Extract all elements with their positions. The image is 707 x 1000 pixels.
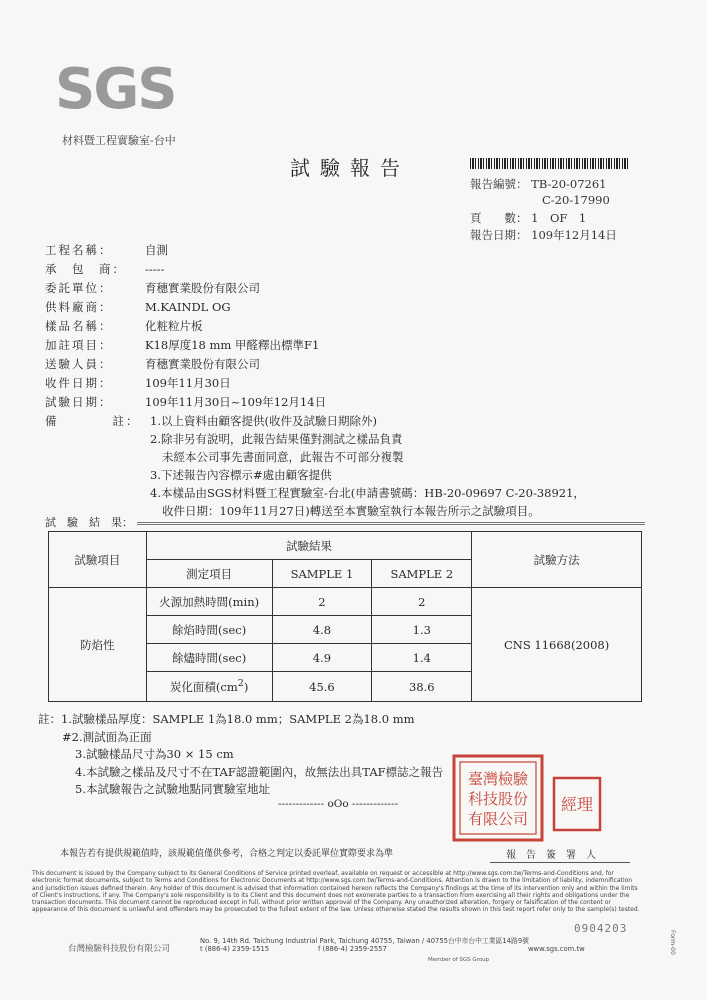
footer-fax: f (886-4) 2359-2557 [318,945,387,953]
measure-cell: 炭化面積$(cm^2)$ [146,672,272,702]
remark-line: 2.除非另有說明，此報告結果僅對測試之樣品負責 [150,432,403,446]
results-label: 試 驗 結 果： [45,514,137,530]
info-row: 供料廠商： M.KAINDL OG [45,300,231,314]
footer-web: www.sgs.com.tw [528,945,585,953]
header-test-method: 試驗方法 [472,532,642,588]
sample-2-cell: 1.4 [372,644,472,672]
page-row [470,210,586,226]
remark-line: 3.下述報告內容標示#處由顧客提供 [150,468,332,482]
date-label: 報告日期： [470,228,528,242]
barcode [470,158,630,169]
header-sample-2: SAMPLE 2 [372,560,472,588]
serial-number: 0904203 [574,922,628,935]
sample-2-cell: 38.6 [372,672,472,702]
signer-label: 報 告 簽 署 人 [506,850,596,861]
bottom-note: 本報告若有提供規範值時，該規範值僅供參考，合格之判定以委託單位實際要求為準 [60,849,394,859]
table-header-row [49,532,642,560]
remark-line: 4.本樣品由SGS材料暨工程實驗室-台北(申請書號碼：HB-20-09697 C-20-38921， [150,486,585,500]
header-test-result: 試驗結果 [146,532,471,560]
sgs-logo: SGS [55,57,176,122]
side-form-code: Form-00 [669,930,676,955]
report-number-1: TB-20-07261 [531,177,607,191]
header-test-item: 試驗項目 [49,532,147,588]
report-title: 試驗報告 [290,156,410,180]
seal-line: 有限公司 [467,810,529,828]
date-value: 109年12月14日 [531,228,617,242]
seal-line: 臺灣檢驗 [467,770,529,788]
footnote: #2.測試面為正面 [62,730,152,744]
sample-1-cell: 4.8 [272,616,372,644]
measure-cell: 餘燼時間(sec) [146,644,272,672]
remark-line: 未經本公司事先書面同意，此報告不可部分複製 [162,450,404,464]
measure-cell: 火源加熱時間(min) [146,588,272,616]
remark-line: 1.以上資料由顧客提供(收件及試驗日期除外) [150,414,377,428]
header-sample-1: SAMPLE 1 [272,560,372,588]
info-row: 工程名稱： 自測 [45,243,168,257]
report-number-2: C-20-17990 [542,193,610,207]
sample-1-cell: 4.9 [272,644,372,672]
seal-line: 科技股份 [467,790,529,808]
results-table [48,531,642,702]
remarks-label: 備 註： [45,414,140,428]
info-row: 加註項目： K18厚度18 mm 甲醛釋出標準F1 [45,338,320,352]
table-row [49,588,642,616]
measure-cell: 餘焰時間(sec) [146,616,272,644]
info-row: 收件日期： 109年11月30日 [45,376,231,390]
sample-2-cell: 1.3 [372,616,472,644]
sample-1-cell: 45.6 [272,672,372,702]
footnote: 3.試驗樣品尺寸為30 × 15 cm [75,747,234,761]
footnote: 5.本試驗報告之試驗地點同實驗室地址 [75,782,270,796]
info-row: 試驗日期： 109年11月30日~109年12月14日 [45,395,327,409]
page-label: 頁 數： [470,211,528,225]
page-value: 1 OF 1 [531,211,587,225]
company-name: 台灣檢驗科技股份有限公司 [68,944,171,954]
footnote: 註：1.試驗樣品厚度：SAMPLE 1為18.0 mm；SAMPLE 2為18.0 mm [38,712,415,726]
info-row: 承 包 商： ----- [45,262,165,276]
report-number-row [470,176,606,192]
header-measure-item: 測定項目 [146,560,272,588]
seal-small-line: 經理 [560,795,594,814]
info-row: 送驗人員： 育穗實業股份有限公司 [45,357,260,371]
footnote: 4.本試驗之樣品及尺寸不在TAF認證範圍內，故無法出具TAF標誌之報告 [75,765,444,779]
footer-tel: t (886-4) 2359-1515 [200,945,270,953]
footer-member: Member of SGS Group [428,957,490,963]
remark-line: 收件日期：109年11月27日)轉送至本實驗室執行本報告所示之試驗項目。 [162,504,540,518]
footer-address: No. 9, 14th Rd. Taichung Industrial Park, Taichung 40755, Taiwan / 40755台中市台中工業區14路9號 [200,937,529,945]
date-row [470,227,617,243]
method-cell: CNS 11668(2008) [472,588,642,702]
end-mark: ------------- oOo ------------- [278,798,399,810]
category-cell: 防焰性 [49,588,147,702]
info-row: 樣品名稱： 化粧粒片板 [45,319,203,333]
report-number-label: 報告編號： [470,177,528,191]
lab-name: 材料暨工程實驗室-台中 [62,134,176,147]
disclaimer: This document is issued by the Company subject to its General Conditions of Service printed overleaf, available on request or accessible at http://www.sgs.com.tw/Terms-and-Conditions and, for electronic format documents, subject to Terms and Conditions for Electronic Documents at http://www.sgs.com.tw/Terms-and-Conditions. Attention is drawn to the limitation of liability, indemnification and jurisdiction issues defined therein. Any holder of this document is advised that information contained hereon reflects the Company's findings at the time of its intervention only and within the limits of Client's instructions, if any. The Company's sole responsibility is to its Client and this document does not exonerate parties to a transaction from exercising all their rights and obligations under the transaction documents. This document cannot be reproduced except in full, without prior written approval of the Company. Any unauthorized alteration, forgery or falsification of the content or appearance of this document is unlawful and offenders may be prosecuted to the fullest extent of the law. Unless otherwise stated the results shown in this test report refer only to the sample(s) tested. [32,870,640,914]
company-seal [450,752,610,844]
signer-line [490,862,630,863]
info-row: 委託單位： 育穗實業股份有限公司 [45,281,260,295]
sample-1-cell: 2 [272,588,372,616]
sample-2-cell: 2 [372,588,472,616]
